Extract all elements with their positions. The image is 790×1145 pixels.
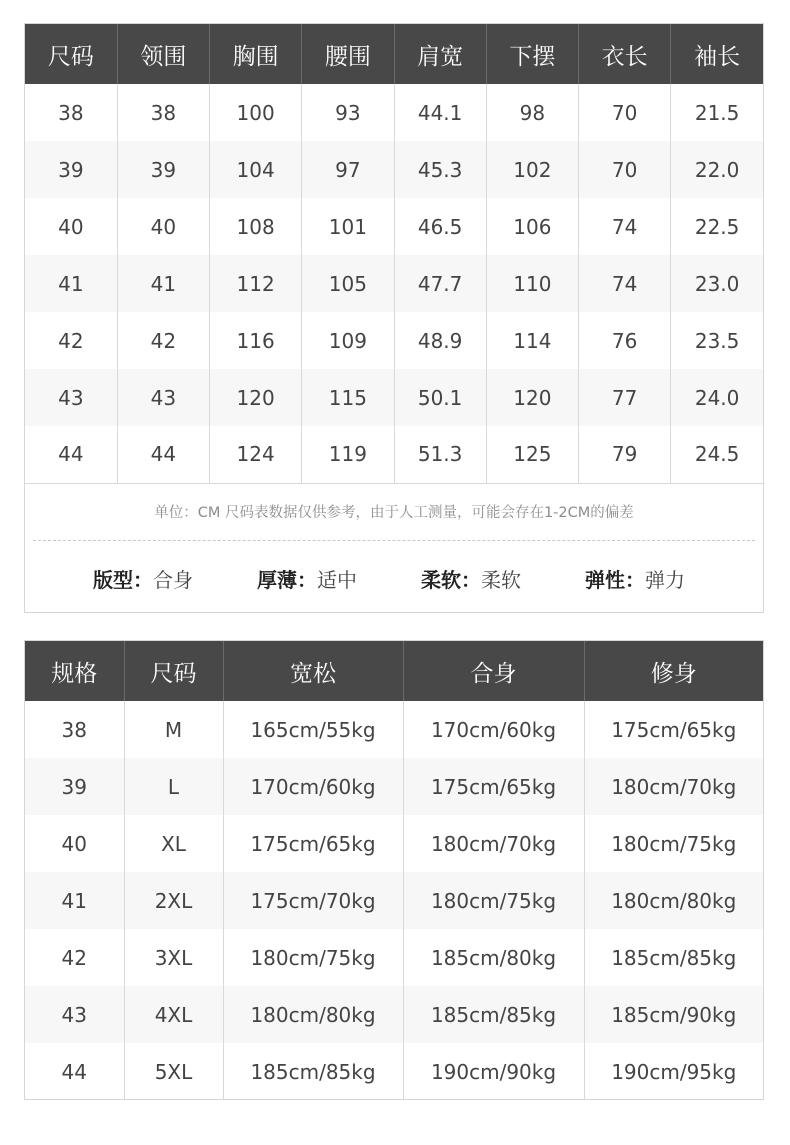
size-chart-card <box>24 23 764 613</box>
table-cell: 102 <box>486 141 578 198</box>
table-cell: 40 <box>25 198 117 255</box>
table-cell: 115 <box>302 369 394 426</box>
table-row <box>25 815 763 872</box>
table-cell: 43 <box>25 369 117 426</box>
table-cell: 74 <box>579 198 671 255</box>
table-cell: 48.9 <box>394 312 486 369</box>
attribute-value: 合身 <box>153 568 193 592</box>
table-cell: 50.1 <box>394 369 486 426</box>
table-cell: 120 <box>486 369 578 426</box>
table-cell: 124 <box>210 426 302 483</box>
table-cell: 185cm/90kg <box>584 986 763 1043</box>
table-cell: 38 <box>25 701 124 758</box>
table-row <box>25 701 763 758</box>
attribute-label: 柔软： <box>421 568 481 592</box>
table-cell: 43 <box>117 369 209 426</box>
table-cell: 42 <box>117 312 209 369</box>
header-cell: 肩宽 <box>394 24 486 84</box>
table-cell: 43 <box>25 986 124 1043</box>
table-cell: 24.0 <box>671 369 763 426</box>
table-cell: 40 <box>117 198 209 255</box>
fit-table <box>25 641 763 1100</box>
table-cell: 185cm/85kg <box>403 986 584 1043</box>
table-row <box>25 929 763 986</box>
table-cell: 101 <box>302 198 394 255</box>
table-cell: 110 <box>486 255 578 312</box>
table-cell: 42 <box>25 929 124 986</box>
attribute-elasticity <box>585 564 749 593</box>
table-cell: 97 <box>302 141 394 198</box>
table-cell: 44 <box>25 1043 124 1100</box>
table-cell: 98 <box>486 84 578 141</box>
table-cell: 24.5 <box>671 426 763 483</box>
attribute-label: 版型： <box>93 568 153 592</box>
table-cell: 175cm/70kg <box>223 872 403 929</box>
table-row <box>25 426 763 483</box>
table-row <box>25 198 763 255</box>
table-cell: 79 <box>579 426 671 483</box>
table-cell: 180cm/80kg <box>584 872 763 929</box>
table-cell: 23.0 <box>671 255 763 312</box>
header-cell: 尺码 <box>124 641 223 701</box>
table-cell: 38 <box>25 84 117 141</box>
table-cell: 21.5 <box>694 100 740 125</box>
table-cell: 170cm/60kg <box>223 758 403 815</box>
table-cell: L <box>124 758 223 815</box>
table-row <box>25 141 763 198</box>
table-cell: 170cm/60kg <box>403 701 584 758</box>
table-cell: 185cm/85kg <box>611 945 737 970</box>
table-cell: 180cm/70kg <box>403 815 584 872</box>
table-cell: 46.5 <box>394 198 486 255</box>
table-cell: XL <box>124 815 223 872</box>
table-cell: 41 <box>25 255 117 312</box>
table-cell: 44.1 <box>394 84 486 141</box>
table-cell: 185cm/80kg <box>403 929 584 986</box>
table-row <box>25 758 763 815</box>
table-cell: 74 <box>579 255 671 312</box>
header-cell: 领围 <box>117 24 209 84</box>
header-cell: 尺码 <box>25 24 117 84</box>
table-cell: 180cm/70kg <box>584 758 763 815</box>
table-cell: 120 <box>210 369 302 426</box>
table-cell: 100 <box>210 84 302 141</box>
header-cell: 宽松 <box>223 641 403 701</box>
header-cell: 胸围 <box>210 24 302 84</box>
size-table <box>25 24 763 484</box>
header-cell: 袖长 <box>671 24 763 84</box>
table-cell: 70 <box>579 84 671 141</box>
table-cell: 41 <box>25 872 124 929</box>
table-cell: 76 <box>579 312 671 369</box>
table-cell: 180cm/80kg <box>223 986 403 1043</box>
table-cell: 23.5 <box>694 328 740 353</box>
attribute-thickness <box>257 564 421 593</box>
table-cell: 2XL <box>124 872 223 929</box>
table-cell: 70 <box>579 141 671 198</box>
attribute-value: 柔软 <box>481 568 521 592</box>
table-cell: 22.0 <box>671 141 763 198</box>
table-cell: 4XL <box>124 986 223 1043</box>
table-row <box>25 986 763 1043</box>
table-cell: 47.7 <box>394 255 486 312</box>
table-cell: 77 <box>579 369 671 426</box>
table-row <box>25 255 763 312</box>
table-cell: 190cm/90kg <box>403 1043 584 1100</box>
attribute-softness <box>421 564 585 593</box>
attribute-value: 弹力 <box>645 568 685 592</box>
table-cell: 180cm/75kg <box>223 929 403 986</box>
table-cell: 45.3 <box>394 141 486 198</box>
table-cell: 41 <box>117 255 209 312</box>
table-cell: 125 <box>486 426 578 483</box>
table-row <box>25 1043 763 1100</box>
attribute-fit <box>93 564 257 593</box>
table-cell: 39 <box>25 141 117 198</box>
table-cell: 105 <box>302 255 394 312</box>
table-cell: 114 <box>486 312 578 369</box>
table-cell: 116 <box>210 312 302 369</box>
table-row <box>25 84 763 141</box>
table-cell: 42 <box>25 312 117 369</box>
size-table-header-row <box>25 24 763 84</box>
table-row <box>25 872 763 929</box>
header-cell: 衣长 <box>579 24 671 84</box>
table-cell: 44 <box>117 426 209 483</box>
table-cell: 119 <box>302 426 394 483</box>
table-cell: 39 <box>117 141 209 198</box>
header-cell: 规格 <box>25 641 124 701</box>
table-row <box>25 369 763 426</box>
table-cell: 104 <box>210 141 302 198</box>
fit-guide-card <box>24 640 764 1100</box>
table-cell: 22.5 <box>694 214 740 239</box>
table-cell: 39 <box>25 758 124 815</box>
header-cell: 下摆 <box>486 24 578 84</box>
fit-table-header-row <box>25 641 763 701</box>
header-cell: 合身 <box>403 641 584 701</box>
measurement-note: 单位：CM 尺码表数据仅供参考，由于人工测量，可能会存在1-2CM的偏差 <box>154 505 634 521</box>
table-cell: 175cm/65kg <box>611 717 737 742</box>
table-cell: 180cm/75kg <box>403 872 584 929</box>
table-cell: 175cm/65kg <box>223 815 403 872</box>
attribute-value: 适中 <box>317 568 357 592</box>
table-cell: 38 <box>117 84 209 141</box>
table-cell: 109 <box>302 312 394 369</box>
table-cell: 106 <box>486 198 578 255</box>
table-cell: 112 <box>210 255 302 312</box>
table-cell: 185cm/85kg <box>223 1043 403 1100</box>
table-cell: 40 <box>25 815 124 872</box>
table-cell: 108 <box>210 198 302 255</box>
table-cell: 3XL <box>124 929 223 986</box>
table-cell: 165cm/55kg <box>223 701 403 758</box>
table-cell: M <box>124 701 223 758</box>
table-cell: 180cm/75kg <box>611 831 737 856</box>
header-cell: 修身 <box>584 641 763 701</box>
header-cell: 腰围 <box>302 24 394 84</box>
attribute-label: 厚薄： <box>257 568 317 592</box>
table-row <box>25 312 763 369</box>
table-cell: 190cm/95kg <box>611 1059 737 1084</box>
table-cell: 44 <box>25 426 117 483</box>
table-cell: 5XL <box>124 1043 223 1100</box>
fabric-attributes <box>25 541 763 617</box>
table-cell: 175cm/65kg <box>403 758 584 815</box>
table-cell: 93 <box>302 84 394 141</box>
table-cell: 51.3 <box>394 426 486 483</box>
attribute-label: 弹性： <box>585 568 645 592</box>
